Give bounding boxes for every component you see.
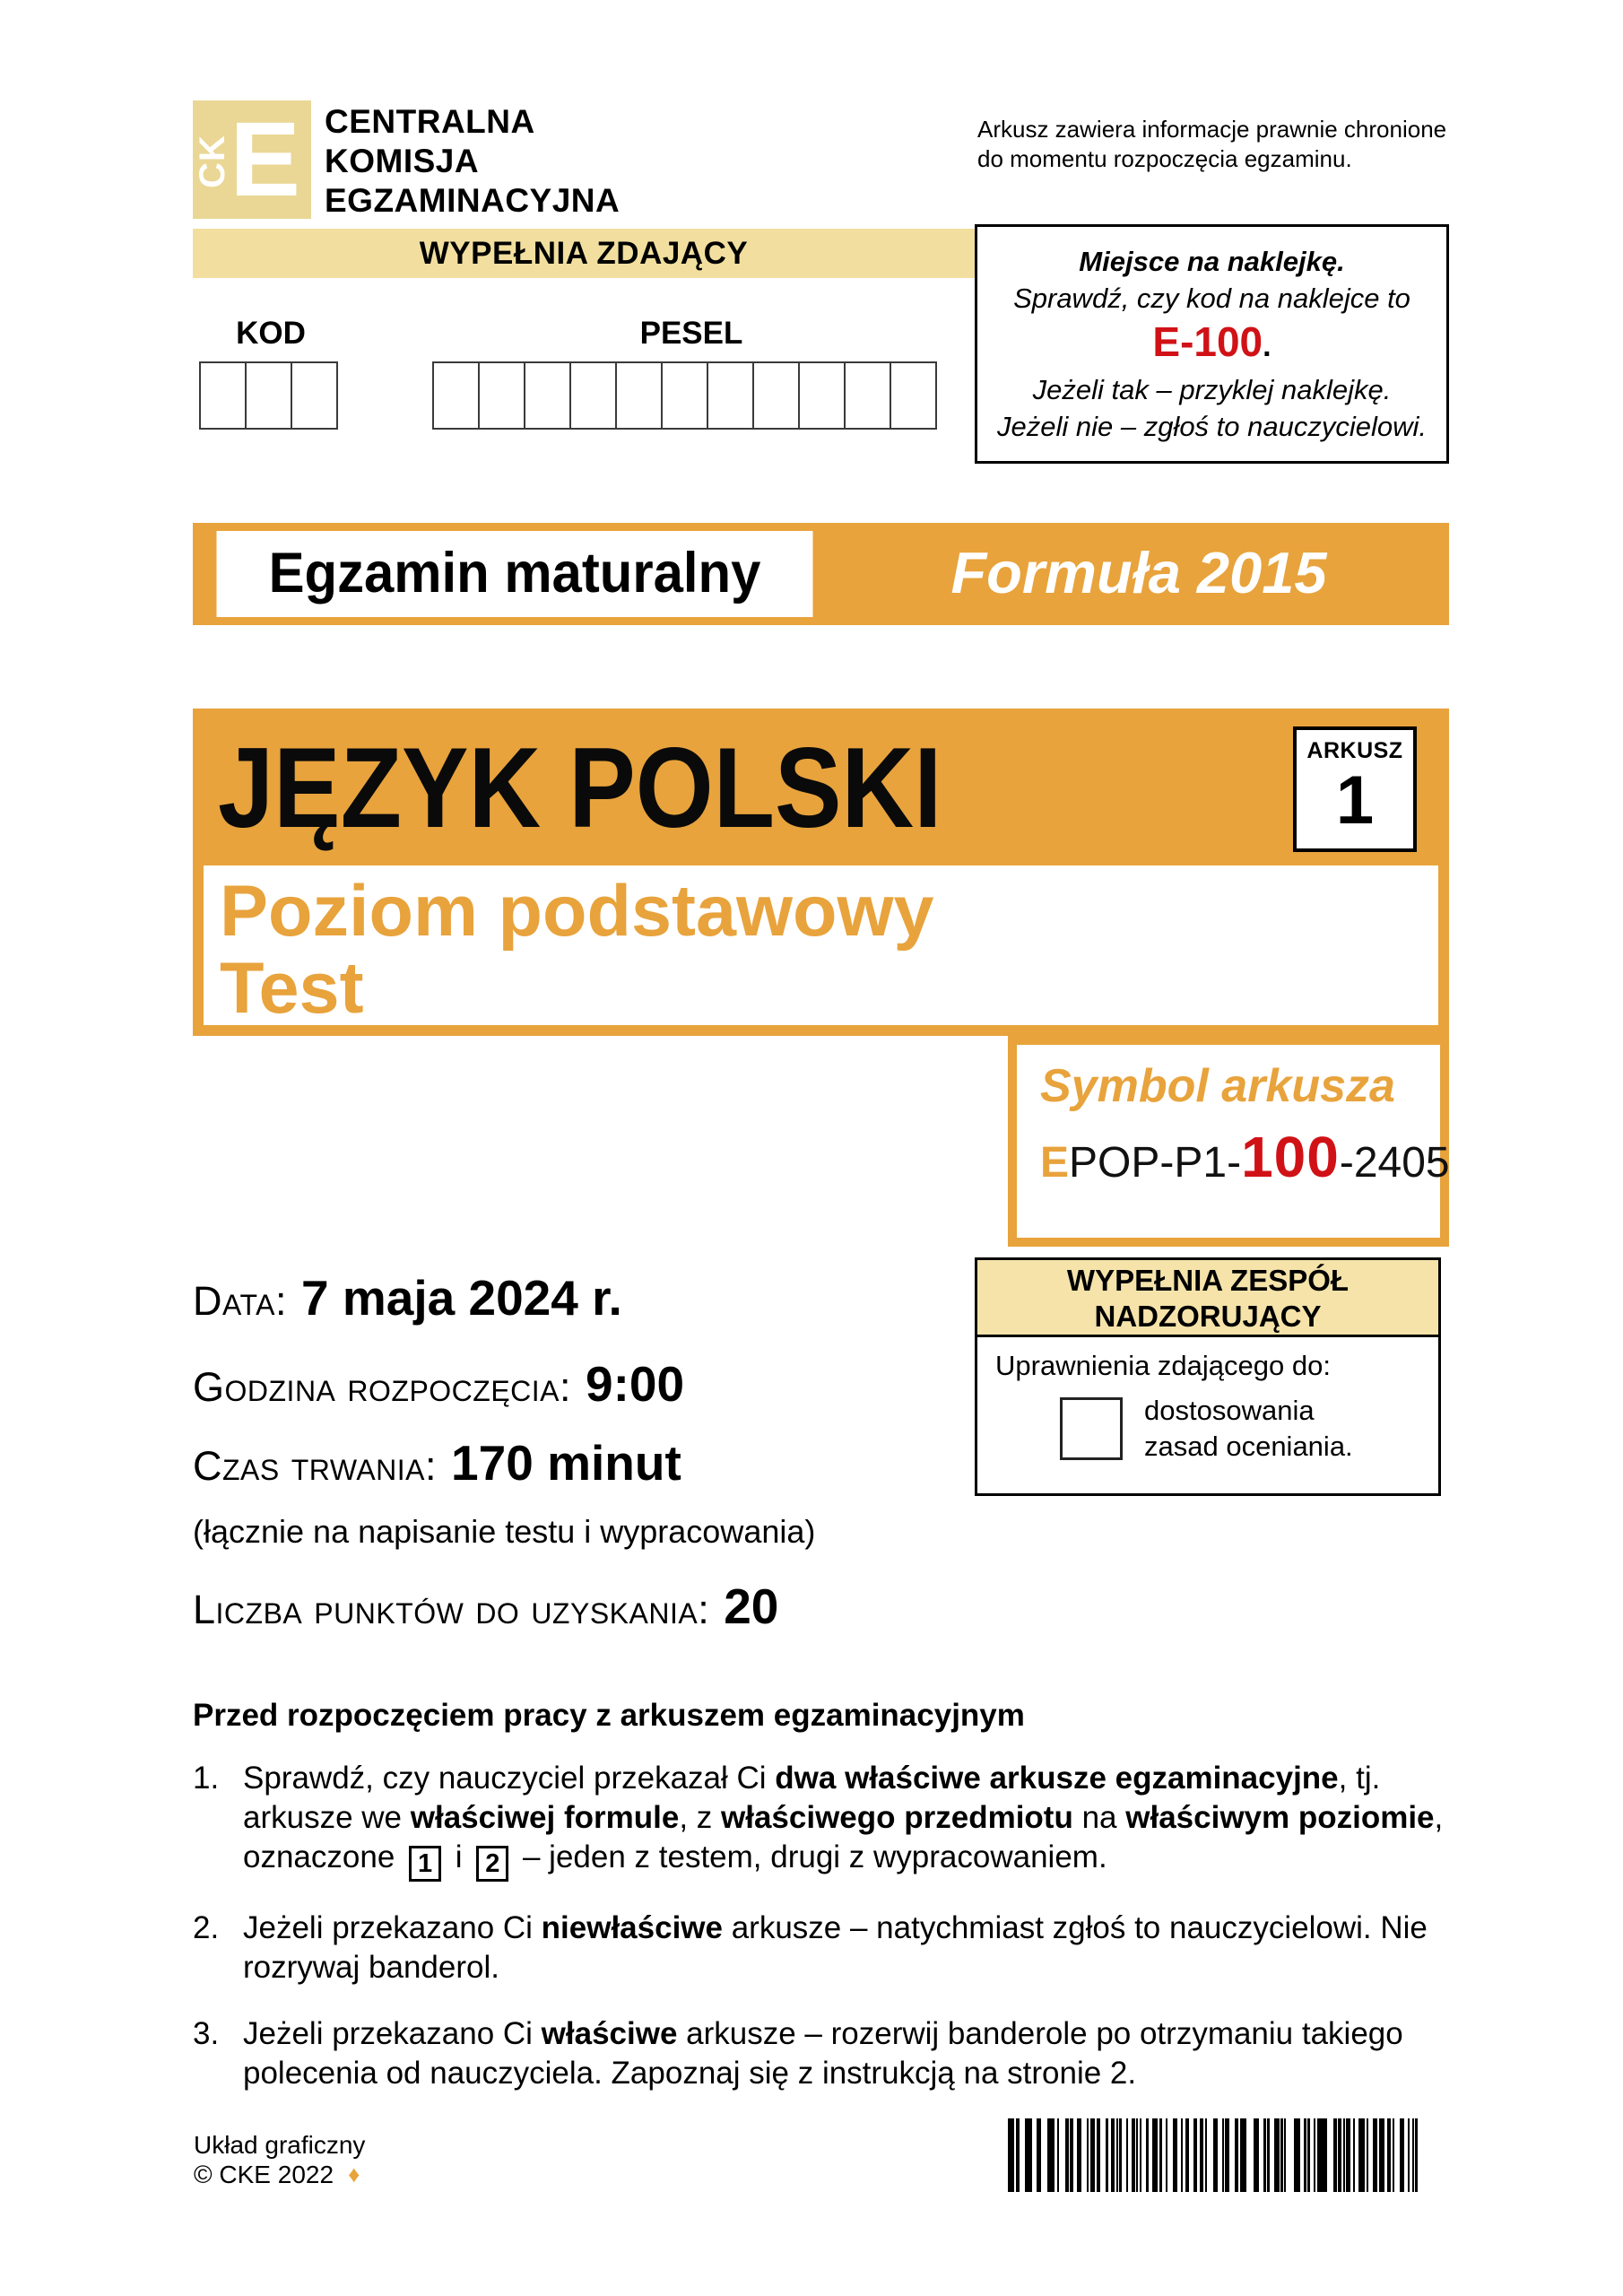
- kod-cells: [199, 361, 338, 430]
- detail-value: 170 minut: [451, 1435, 681, 1491]
- exam-type-banner: [193, 523, 1449, 625]
- barcode: [1008, 2118, 1419, 2192]
- pesel-cell: [432, 361, 480, 430]
- org-name-line: KOMISJA: [325, 143, 480, 179]
- pesel-cell: [478, 361, 525, 430]
- footer: [194, 2130, 365, 2189]
- kod-cell: [291, 361, 338, 430]
- arkusz-number: 1: [1335, 762, 1375, 839]
- pesel-cells: [432, 361, 937, 430]
- sticker-if-no-line: Jeżeli nie – zgłoś to nauczycielowi.: [996, 410, 1428, 442]
- sheet-symbol-code: [1040, 1124, 1450, 1190]
- boxed-arkusz-number: 1: [409, 1846, 441, 1882]
- cke-logo-e-letter: E: [230, 100, 300, 219]
- exam-details: [193, 1269, 1045, 1664]
- points-label: Liczba punktów do uzyskania:: [193, 1587, 710, 1632]
- instruction-number: 3.: [193, 2016, 220, 2051]
- adjustment-row: [995, 1393, 1438, 1465]
- sticker-if-yes-line: Jeżeli tak – przyklej naklejkę.: [1032, 373, 1392, 405]
- supervisor-intro: Uprawnienia zdającego do:: [995, 1350, 1331, 1381]
- level-line: Poziom podstawowy: [220, 871, 934, 952]
- instructions-section: [193, 1698, 1457, 2120]
- sheet-symbol-box: [1008, 1036, 1449, 1247]
- duration-note: (łącznie na napisanie testu i wypracowania): [193, 1513, 816, 1550]
- sticker-code-line: [1152, 319, 1271, 370]
- instructions-heading: Przed rozpoczęciem pracy z arkuszem egzaminacyjnym: [193, 1698, 1025, 1733]
- kod-label: KOD: [236, 316, 306, 351]
- organization-name: [325, 102, 620, 221]
- adjustment-label-line: zasad oceniania.: [1144, 1431, 1353, 1462]
- detail-value: 7 maja 2024 r.: [300, 1270, 622, 1326]
- points-value: 20: [724, 1578, 779, 1634]
- cke-logo-ck-letters: CK: [192, 135, 232, 188]
- legal-notice-line: do momentu rozpoczęcia egzaminu.: [977, 145, 1352, 172]
- pesel-cell: [890, 361, 937, 430]
- adjustment-checkbox: [1060, 1397, 1123, 1460]
- boxed-arkusz-number: 2: [476, 1846, 508, 1882]
- symbol-code-hundred: 100: [1241, 1125, 1340, 1189]
- symbol-code-e: E: [1040, 1139, 1070, 1187]
- pesel-cell: [615, 361, 663, 430]
- org-name-line: EGZAMINACYJNA: [325, 182, 621, 219]
- pesel-cell: [752, 361, 800, 430]
- exam-type-label: Egzamin maturalny: [217, 531, 813, 617]
- pesel-cell: [569, 361, 617, 430]
- pesel-label: PESEL: [639, 316, 743, 351]
- supervisor-header-line: WYPEŁNIA ZESPÓŁ: [1066, 1264, 1350, 1297]
- kod-cell: [245, 361, 292, 430]
- supervisor-box-header: [977, 1260, 1438, 1337]
- sticker-place-box: [975, 224, 1449, 464]
- sticker-code: E-100: [1152, 317, 1263, 365]
- level-line: Test: [220, 948, 364, 1029]
- pesel-cell: [844, 361, 891, 430]
- org-name-line: CENTRALNA: [325, 103, 535, 140]
- pesel-cell: [798, 361, 846, 430]
- detail-label: Godzina rozpoczęcia:: [193, 1364, 572, 1410]
- footer-copyright: © CKE 2022: [194, 2161, 334, 2188]
- instruction-item: [193, 1759, 1457, 1882]
- supervisor-box: [975, 1257, 1441, 1496]
- instruction-item: [193, 1909, 1457, 1987]
- detail-row: [193, 1355, 1045, 1413]
- formula-label: Formuła 2015: [950, 540, 1327, 605]
- points-row: [193, 1578, 1045, 1635]
- sheet-symbol-label: Symbol arkusza: [1040, 1060, 1395, 1112]
- footer-layout-line: Układ graficzny: [194, 2131, 366, 2159]
- level-section: [204, 865, 1438, 1029]
- subject-title: JĘZYK POLSKI: [218, 724, 942, 851]
- sticker-code-period: .: [1263, 328, 1271, 363]
- supervisor-header-line: NADZORUJĄCY: [1094, 1300, 1322, 1333]
- detail-value: 9:00: [586, 1356, 685, 1412]
- detail-label: Czas trwania:: [193, 1443, 438, 1489]
- legal-notice-line: Arkusz zawiera informacje prawnie chronione: [977, 116, 1447, 143]
- detail-row: [193, 1269, 1045, 1326]
- adjustment-checkbox-labels: [1144, 1393, 1353, 1465]
- symbol-code-tail: -2405: [1339, 1139, 1450, 1187]
- instruction-text: Jeżeli przekazano Ci niewłaściwe arkusze – natychmiast zgłoś to nauczycielowi. Nie rozrywaj banderol.: [243, 1910, 1428, 1985]
- pesel-cell: [524, 361, 571, 430]
- kod-cell: [199, 361, 247, 430]
- instruction-number: 1.: [193, 1761, 220, 1796]
- instruction-item: [193, 2014, 1457, 2093]
- subject-title-box: [193, 709, 1449, 1036]
- pesel-cell: [707, 361, 754, 430]
- arkusz-label: ARKUSZ: [1306, 738, 1403, 763]
- sticker-title: Miejsce na naklejkę.: [1079, 245, 1345, 277]
- instruction-number: 2.: [193, 1910, 220, 1945]
- filled-by-candidate-bar: WYPEŁNIA ZDAJĄCY: [193, 229, 975, 278]
- diamond-icon: ♦: [348, 2161, 360, 2187]
- sticker-check-line: Sprawdź, czy kod na naklejce to: [1013, 282, 1410, 314]
- adjustment-label-line: dostosowania: [1144, 1395, 1315, 1426]
- pesel-cell: [661, 361, 708, 430]
- legal-notice: [977, 115, 1446, 174]
- supervisor-box-body: [977, 1337, 1438, 1465]
- detail-label: Data:: [193, 1278, 287, 1324]
- arkusz-number-box: [1293, 726, 1417, 852]
- detail-row: [193, 1434, 1045, 1492]
- cke-logo-icon: [193, 100, 311, 219]
- symbol-code-mid: POP-P1-: [1069, 1139, 1242, 1187]
- instruction-text: Sprawdź, czy nauczyciel przekazał Ci dwa właściwe arkusze egzaminacyjne, tj. arkusze we właściwej formule, z właściwego przedmiotu na właściwym poziomie, oznaczone 1 i 2 – jeden z testem, drugi z wypracowaniem.: [243, 1759, 1457, 1882]
- instruction-text: Jeżeli przekazano Ci właściwe arkusze – rozerwij banderole po otrzymaniu takiego polecenia od nauczyciela. Zapoznaj się z instrukcją na stronie 2.: [243, 2016, 1403, 2091]
